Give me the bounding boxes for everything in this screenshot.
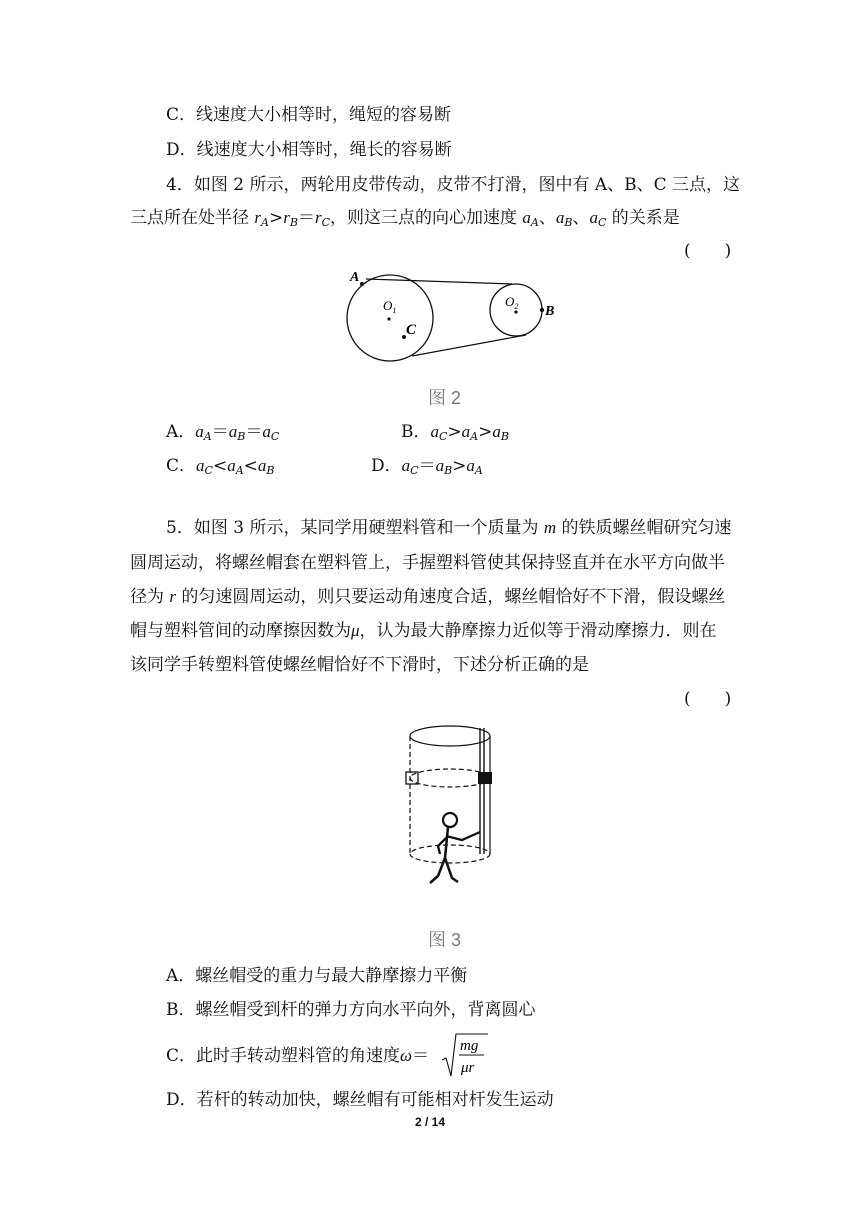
- q5-option-c: C．此时手转动塑料管的角速度ω＝: [166, 1046, 430, 1066]
- q5-stem-line5: 该同学手转塑料管使螺丝帽恰好不下滑时，下述分析正确的是: [130, 655, 589, 675]
- belt-bottom: [412, 335, 526, 356]
- q4-option-d: D．$a_C=a_B>a_A$: [371, 456, 483, 477]
- q4-stem-line2: 三点所在处半径 $r_A>r_B=r_C$，则这三点的向心加速度 $a_A$、$a_B$、$a_C$ 的关系是: [130, 208, 680, 229]
- q5-option-c-formula: [440, 1030, 490, 1080]
- q4-answer-bracket: ( ): [684, 241, 732, 261]
- svg-text:μr: μr: [461, 1060, 475, 1076]
- q4-option-a: A．$a_A=a_B=a_C$: [166, 422, 280, 443]
- q4-option-b: B．$a_C>a_A>a_B$: [401, 422, 509, 443]
- q5-option-d: D．若杆的转动加快，螺丝帽有可能相对杆发生运动: [166, 1090, 554, 1110]
- figure-3-rotating-tube: [400, 718, 510, 903]
- svg-text:mg: mg: [460, 1038, 479, 1054]
- point-a: [360, 282, 364, 286]
- page-number: 2 / 14: [414, 1115, 446, 1129]
- q5-option-b: B．螺丝帽受到杆的弹力方向水平向外，背离圆心: [166, 1000, 536, 1020]
- q3-option-d: D．线速度大小相等时，绳长的容易断: [166, 140, 452, 160]
- q3-option-c: C．线速度大小相等时，绳短的容易断: [166, 105, 452, 125]
- q5-stem-line2: 圆周运动，将螺丝帽套在塑料管上，手握塑料管使其保持竖直并在水平方向做半: [130, 553, 725, 573]
- q5-stem-line4: 帽与塑料管间的动摩擦因数为μ，认为最大静摩擦力近似等于滑动摩擦力．则在: [130, 621, 717, 641]
- figure-3-caption: 图 3: [428, 930, 462, 950]
- q5-stem-line3: 径为 r 的匀速圆周运动，则只要运动角速度合适，螺丝帽恰好不下滑，假设螺丝: [130, 587, 726, 607]
- label-a: A: [350, 270, 360, 285]
- figure-2-caption: 图 2: [428, 388, 462, 408]
- q5-stem-line1: 5．如图 3 所示，某同学用硬塑料管和一个质量为 m 的铁质螺丝帽研究匀速: [166, 518, 732, 538]
- label-o1: $O_1$: [383, 298, 397, 315]
- q4-stem-line1: 4．如图 2 所示，两轮用皮带传动，皮带不打滑，图中有 A、B、C 三点，这: [166, 175, 741, 195]
- figure-2-belt-drive: [340, 266, 570, 374]
- point-o1: [387, 317, 390, 320]
- q5-option-a: A．螺丝帽受的重力与最大静摩擦力平衡: [166, 966, 468, 986]
- label-c: C: [406, 322, 417, 338]
- label-o2: $O_2$: [505, 294, 519, 311]
- point-b: [540, 308, 544, 312]
- belt-top: [366, 279, 512, 284]
- label-b: B: [545, 304, 555, 319]
- q4-option-c: C．$a_C<a_A<a_B$: [166, 456, 275, 477]
- q5-answer-bracket: ( ): [684, 689, 732, 709]
